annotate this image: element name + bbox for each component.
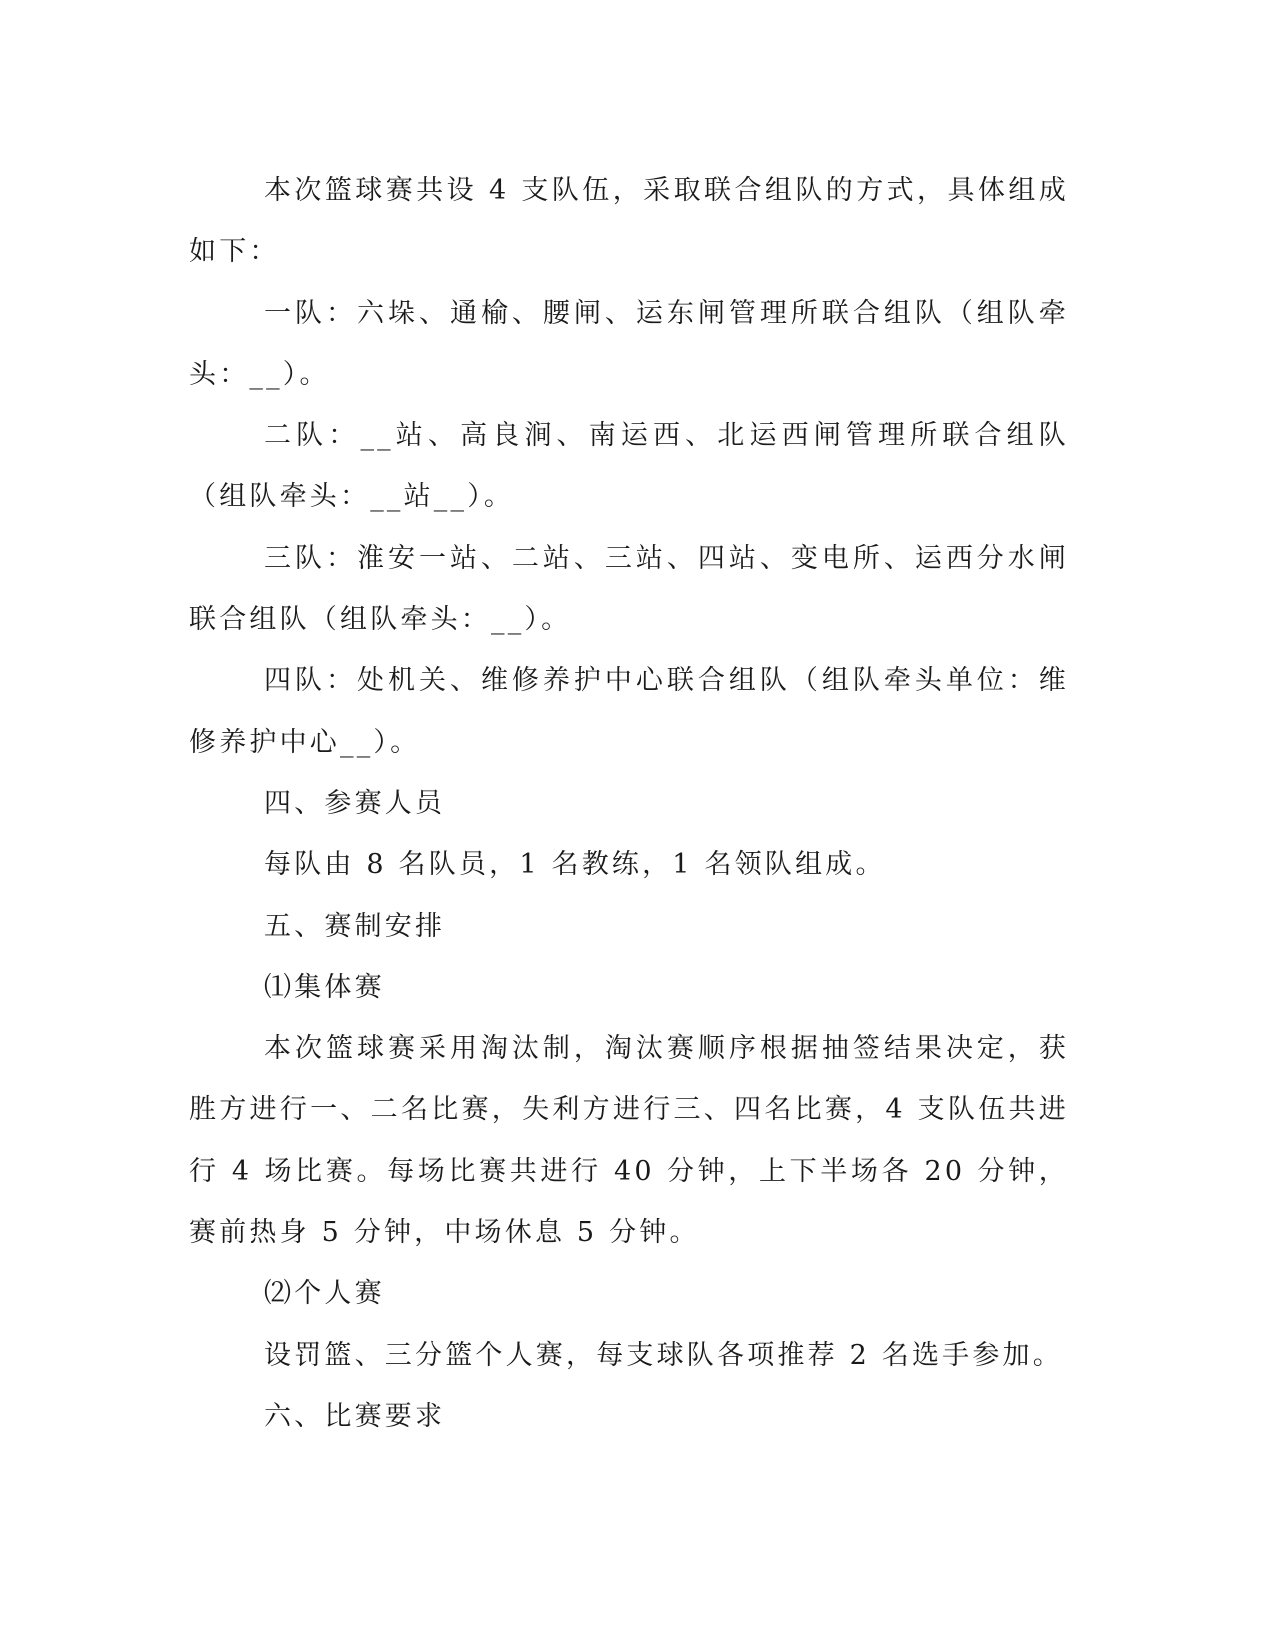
members-paragraph: 每队由 8 名队员，1 名教练，1 名领队组成。 <box>264 849 886 881</box>
subheading-group-competition: ⑴集体赛 <box>264 971 385 1003</box>
section-heading-participants: 四、参赛人员 <box>264 787 446 819</box>
group-competition-paragraph: 本次篮球赛采用淘汰制，淘汰赛顺序根据抽签结果决定，获胜方进行一、二名比赛，失利方进行三、四名比赛，4 支队伍共进行 4 场比赛。每场比赛共进行 40 分钟，上下半场各 20 分钟，赛前热身 5 分钟，中场休息 5 分钟。 <box>189 1033 1069 1249</box>
intro-paragraph: 本次篮球赛共设 4 支队伍，采取联合组队的方式，具体组成如下： <box>189 175 1069 268</box>
document-body <box>189 160 1069 1447</box>
subheading-individual-competition: ⑵个人赛 <box>264 1278 385 1310</box>
section-heading-requirements: 六、比赛要求 <box>264 1400 446 1432</box>
individual-competition-paragraph: 设罚篮、三分篮个人赛，每支球队各项推荐 2 名选手参加。 <box>264 1339 1063 1371</box>
team-three-paragraph: 三队：淮安一站、二站、三站、四站、变电所、运西分水闸联合组队（组队牵头：__）。 <box>189 542 1069 636</box>
team-one-paragraph: 一队：六垛、通榆、腰闸、运东闸管理所联合组队（组队牵头：__）。 <box>189 297 1069 390</box>
team-two-paragraph: 二队：__站、高良涧、南运西、北运西闸管理所联合组队（组队牵头：__站__）。 <box>189 420 1069 513</box>
team-four-paragraph: 四队：处机关、维修养护中心联合组队（组队牵头单位：维修养护中心__）。 <box>189 665 1069 758</box>
section-heading-format: 五、赛制安排 <box>264 910 446 942</box>
